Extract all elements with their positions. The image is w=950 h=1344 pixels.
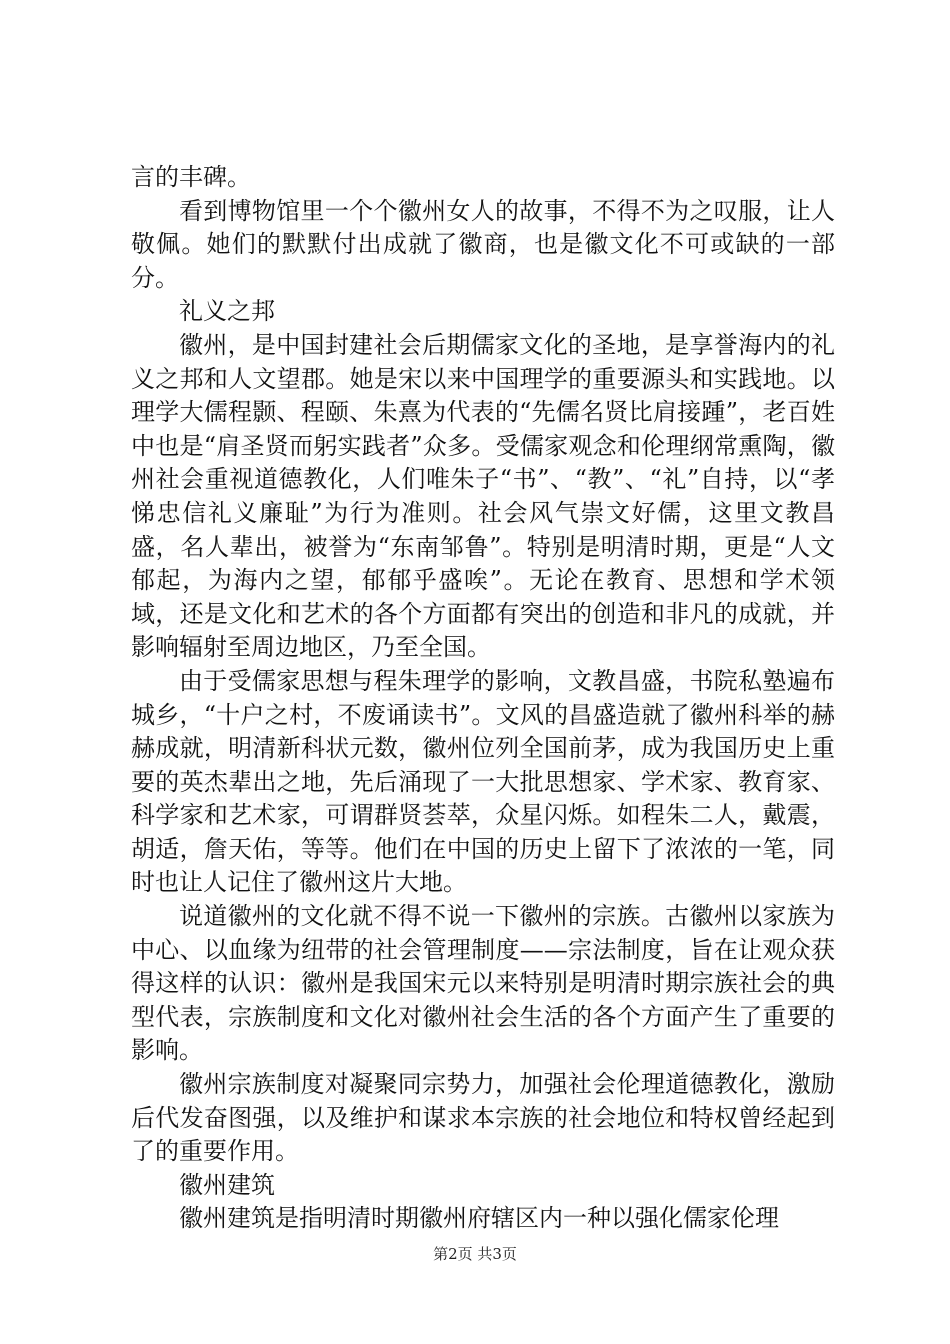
paragraph-women-story: 看到博物馆里一个个徽州女人的故事，不得不为之叹服，让人敬佩。她们的默默付出成就了徽商，也是徽文化不可或缺的一部分。 — [131, 196, 835, 292]
paragraph-continuation: 言的丰碑。 — [131, 163, 251, 191]
paragraph-clan-system: 徽州宗族制度对凝聚同宗势力，加强社会伦理道德教化，激励后代发奋图强，以及维护和谋求本宗族的社会地位和特权曾经起到了的重要作用。 — [131, 1070, 835, 1166]
paragraph-clans: 说道徽州的文化就不得不说一下徽州的宗族。古徽州以家族为中心、以血缘为纽带的社会管理制度——宗法制度，旨在让观众获得这样的认识：徽州是我国宋元以来特别是明清时期宗族社会的典型代表，宗族制度和文化对徽州社会生活的各个方面产生了重要的影响。 — [131, 902, 835, 1065]
paragraph-confucian-culture: 徽州，是中国封建社会后期儒家文化的圣地，是享誉海内的礼义之邦和人文望郡。她是宋以来中国理学的重要源头和实践地。以理学大儒程颢、程颐、朱熹为代表的“先儒名贤比肩接踵”，老百姓中也是“肩圣贤而躬实践者”众多。受儒家观念和伦理纲常熏陶，徽州社会重视道德教化，人们唯朱子“书”、“教”、“礼”自持，以“孝悌忠信礼义廉耻”为行为准则。社会风气崇文好儒，这里文教昌盛，名人辈出，被誉为“东南邹鲁”。特别是明清时期，更是“人文郁起，为海内之望，郁郁乎盛唉”。无论在教育、思想和学术领域，还是文化和艺术的各个方面都有突出的创造和非凡的成就，并影响辐射至周边地区，乃至全国。 — [131, 330, 835, 662]
document-body — [131, 161, 835, 1236]
section-heading-architecture: 徽州建筑 — [179, 1170, 275, 1199]
paragraph-education: 由于受儒家思想与程朱理学的影响，文教昌盛，书院私塾遍布城乡，“十户之村，不废诵读书”。文风的昌盛造就了徽州科举的赫赫成就，明清新科状元数，徽州位列全国前茅，成为我国历史上重要的英杰辈出之地，先后涌现了一大批思想家、学术家、教育家、科学家和艺术家，可谓群贤荟萃，众星闪烁。如程朱二人，戴震，胡适，詹天佑，等等。他们在中国的历史上留下了浓浓的一笔，同时也让人记住了徽州这片大地。 — [131, 666, 835, 897]
paragraph-architecture: 徽州建筑是指明清时期徽州府辖区内一种以强化儒家伦理 — [179, 1204, 779, 1233]
page-number-footer: 第2页 共3页 — [433, 1245, 517, 1263]
section-heading-etiquette: 礼义之邦 — [179, 297, 275, 326]
